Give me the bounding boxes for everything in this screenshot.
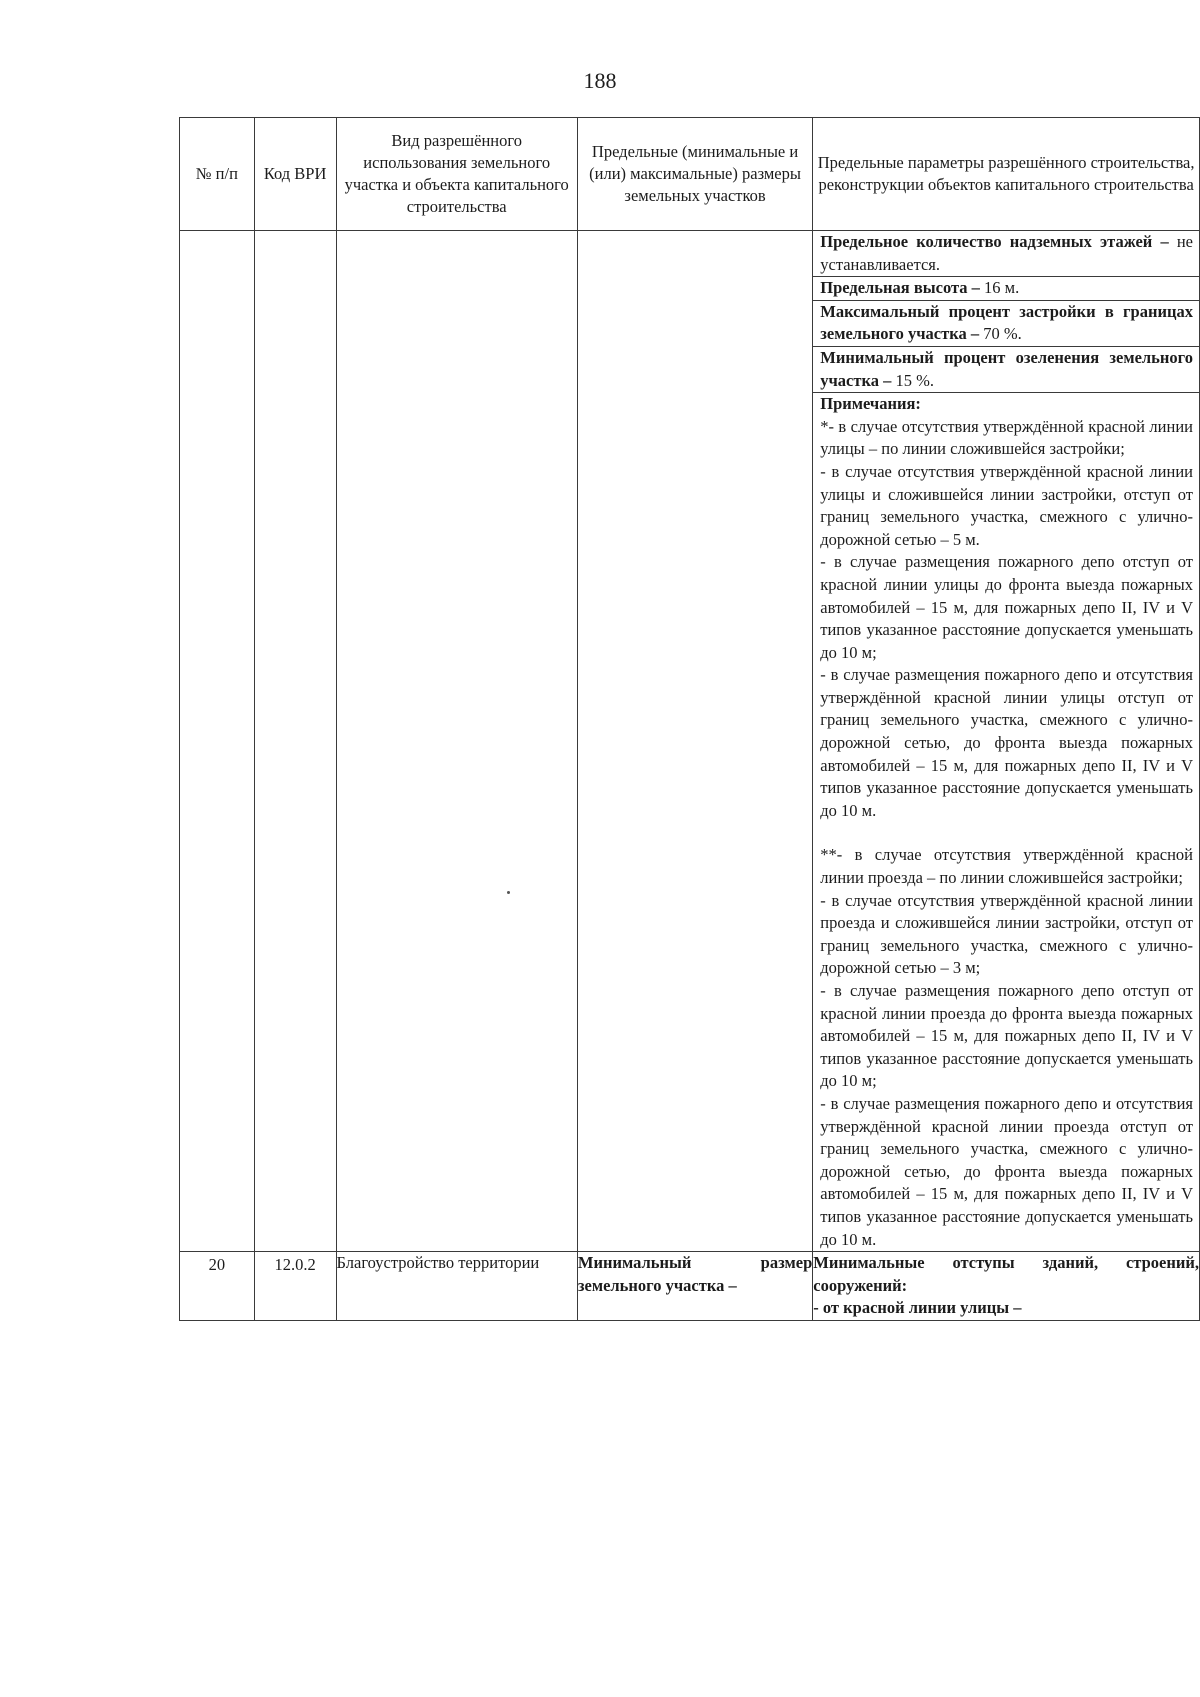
header-size: Предельные (минимальные и (или) максимальные) размеры земельных участков bbox=[577, 118, 812, 231]
cell-row-code: 12.0.2 bbox=[254, 1252, 336, 1321]
note-paragraph: - в случае размещения пожарного депо отступ от красной линии улицы до фронта выезда пожарных автомобилей – 15 м, для пожарных депо II, IV и V типов указанное расстояние допускается уменьшать до 10 м; bbox=[820, 552, 1193, 662]
param-build-percent: Максимальный процент застройки в границах земельного участка – 70 %. bbox=[813, 301, 1199, 347]
header-num: № п/п bbox=[180, 118, 255, 231]
table-row-continued bbox=[180, 231, 1200, 1252]
note-paragraph: **- в случае отсутствия утверждённой красной линии проезда – по линии сложившейся застройки; bbox=[820, 845, 1193, 888]
note-paragraph: *- в случае отсутствия утверждённой красной линии улицы – по линии сложившейся застройки; bbox=[820, 416, 1193, 459]
cell-row-use: Благоустройство территории bbox=[336, 1252, 577, 1321]
note-paragraph: - в случае отсутствия утверждённой красной линии проезда и сложившейся линии застройки, отступ от границ земельного участка, смежного с улично-дорожной сетью – 3 м; bbox=[820, 890, 1193, 978]
cell-num-empty bbox=[180, 231, 255, 1252]
note-paragraph: - в случае размещения пожарного депо и отсутствия утверждённой красной линии проезда отступ от границ земельного участка, смежного с улично-дорожной сетью, до фронта выезда пожарных автомобилей – 15 м, для пожарных депо II, IV и V типов указанное расстояние допускается уменьшать до 10 м. bbox=[820, 1093, 1193, 1249]
param-floors: Предельное количество надземных этажей – не устанавливается. bbox=[813, 231, 1199, 277]
cell-params bbox=[813, 231, 1200, 1252]
param-height: Предельная высота – 16 м. bbox=[813, 277, 1199, 301]
table-row-20 bbox=[180, 1252, 1200, 1321]
notes-title: Примечания: bbox=[820, 394, 921, 414]
note-paragraph: - в случае размещения пожарного депо отступ от красной линии проезда до фронта выезда пожарных автомобилей – 15 м, для пожарных депо II, IV и V типов указанное расстояние допускается уменьшать до 10 м; bbox=[820, 981, 1193, 1091]
page-number: 188 bbox=[583, 68, 617, 93]
regulations-table bbox=[179, 117, 1200, 1321]
scan-speck bbox=[507, 891, 510, 894]
note-paragraph: - в случае размещения пожарного депо и отсутствия утверждённой красной линии улицы отступ от границ земельного участка, смежного с улично-дорожной сетью, до фронта выезда пожарных автомобилей – 15 м, для пожарных депо II, IV и V типов указанное расстояние допускается уменьшать до 10 м. bbox=[820, 665, 1193, 820]
row-params-line: - от красной линии улицы – bbox=[813, 1298, 1022, 1318]
header-use: Вид разрешённого использования земельного участка и объекта капитального строительства bbox=[336, 118, 577, 231]
header-params: Предельные параметры разрешённого строительства, реконструкции объектов капитального строительства bbox=[813, 118, 1200, 231]
cell-row-params bbox=[813, 1252, 1200, 1321]
notes-block bbox=[813, 393, 1199, 1251]
cell-code-empty bbox=[254, 231, 336, 1252]
table-header-row bbox=[180, 118, 1200, 231]
cell-row-num: 20 bbox=[180, 1252, 255, 1321]
cell-row-size: Минимальный размер земельного участка – bbox=[577, 1252, 812, 1321]
note-spacer bbox=[820, 822, 1193, 844]
param-green-percent: Минимальный процент озеленения земельного участка – 15 %. bbox=[813, 347, 1199, 393]
cell-size-empty bbox=[577, 231, 812, 1252]
cell-use-empty bbox=[336, 231, 577, 1252]
row-params-title: Минимальные отступы зданий, строений, сооружений: bbox=[813, 1253, 1199, 1295]
header-code: Код ВРИ bbox=[254, 118, 336, 231]
note-paragraph: - в случае отсутствия утверждённой красной линии улицы и сложившейся линии застройки, отступ от границ земельного участка, смежного с улично-дорожной сетью – 5 м. bbox=[820, 461, 1193, 549]
